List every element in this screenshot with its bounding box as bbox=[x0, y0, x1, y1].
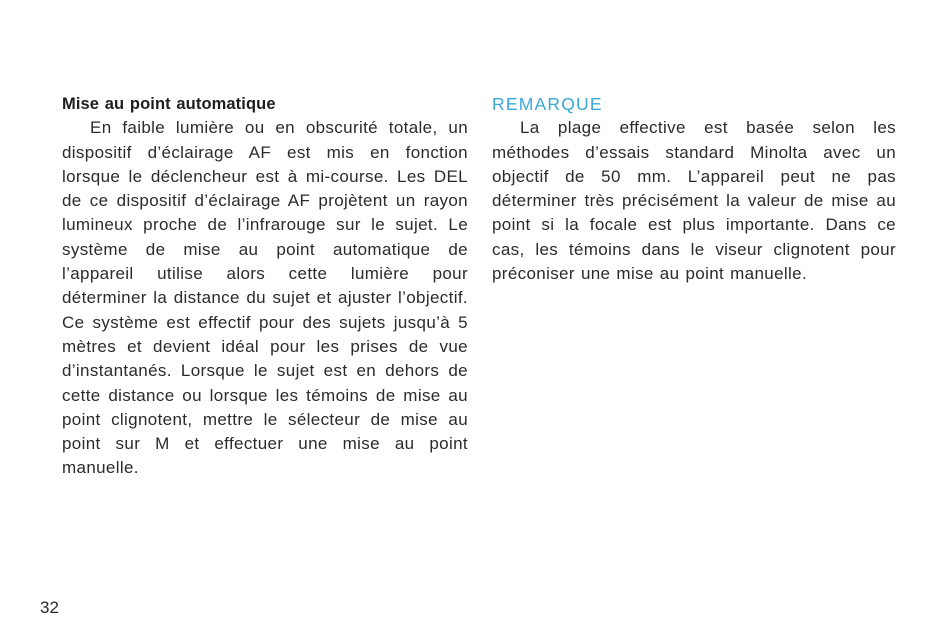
note-paragraph: La plage effective est basée selon les méthodes d’essais standard Minolta avec un objectif de 50 mm. L’appareil peut ne pas déterminer très précisément la valeur de mise au point si la focale est plus importante. Dans ce cas, les témoins dans le viseur clignotent pour préconiser une mise au point manuelle. bbox=[492, 118, 896, 284]
section-heading: Mise au point automatique bbox=[62, 95, 276, 113]
body-paragraph: En faible lumière ou en obscurité totale, un dispositif d’éclairage AF est mis en fonction lorsque le déclencheur est à mi-course. Les DEL de ce dispositif d’éclairage AF projètent un rayon lumineux proche de l’infrarouge sur le sujet. Le système de mise au point automatique de l’appareil utilise alors cette lumière pour déterminer la distance du sujet et ajuster l’objectif. Ce système est effectif pour des sujets jusqu’à 5 mètres et devient idéal pour les prises de vue d’instantanés. Lorsque le sujet est en dehors de cette distance ou lorsque les témoins de mise au point clignotent, mettre le sélecteur de mise au point sur M et effectuer une mise au point manuelle. bbox=[62, 118, 468, 478]
page-number: 32 bbox=[40, 598, 59, 617]
right-column bbox=[492, 92, 896, 286]
left-column bbox=[62, 92, 468, 481]
note-heading: REMARQUE bbox=[492, 94, 603, 114]
